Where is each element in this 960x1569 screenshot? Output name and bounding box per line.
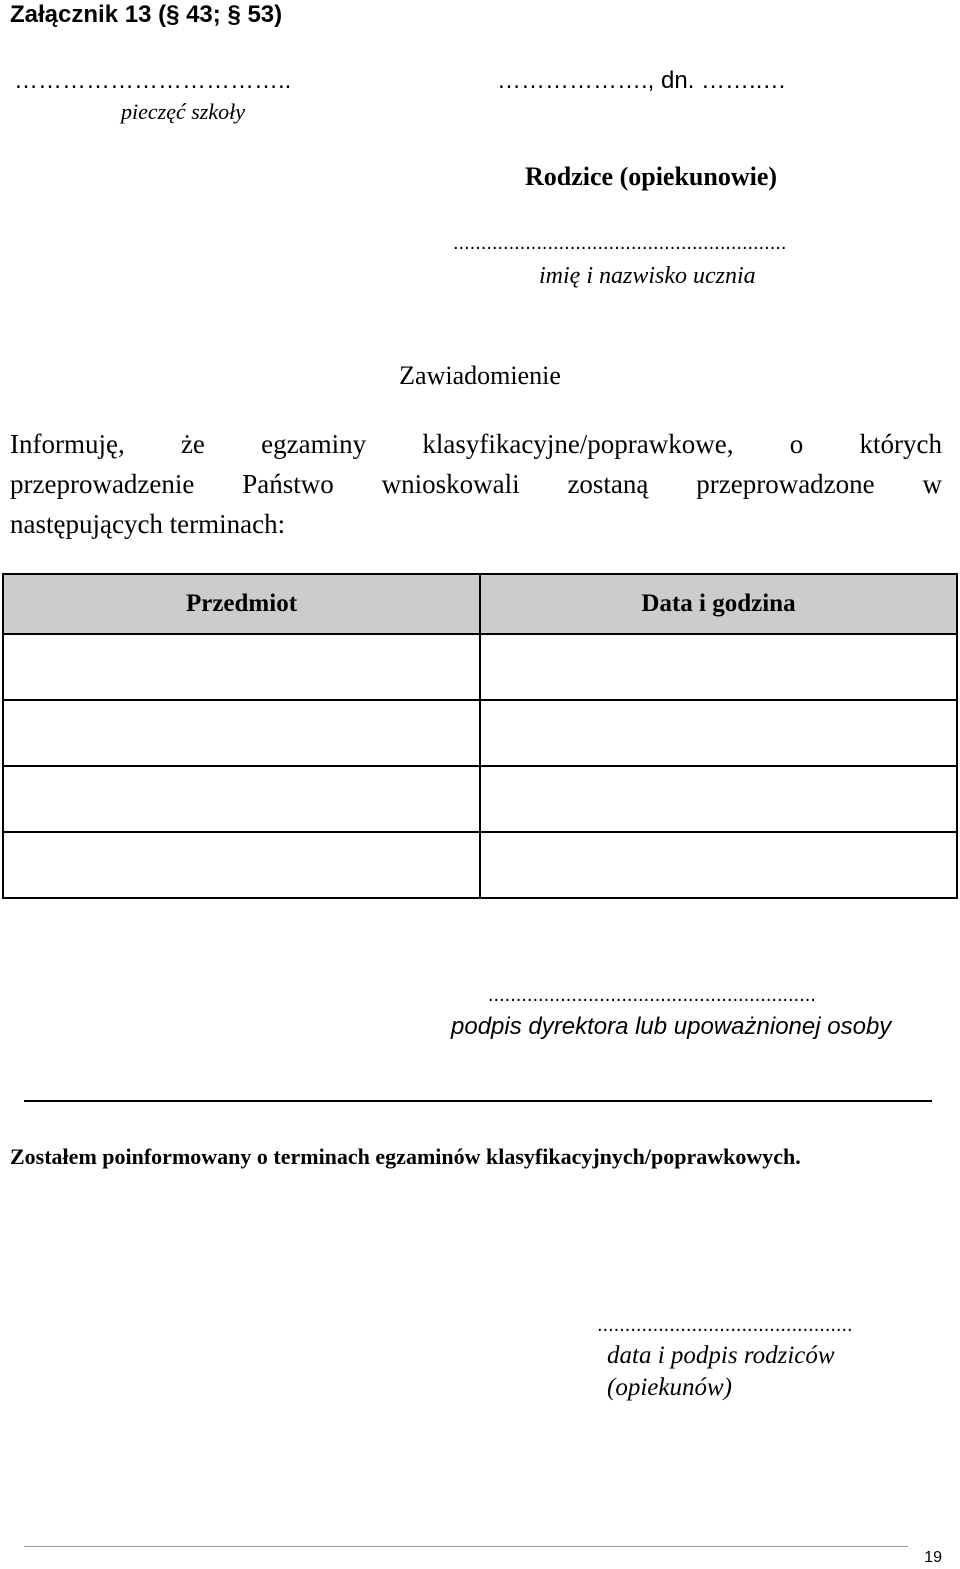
parents-signature-caption-1: data i podpis rodziców [607,1342,835,1369]
column-header-date-time: Data i godzina [480,574,957,634]
date-time-cell[interactable] [480,766,957,832]
school-stamp-dots: …………………………….. [14,67,292,94]
subject-cell[interactable] [3,700,480,766]
appendix-title: Załącznik 13 (§ 43; § 53) [10,1,283,28]
footer-line [24,1546,908,1547]
date-time-cell[interactable] [480,634,957,700]
subject-cell[interactable] [3,634,480,700]
table-row [3,766,957,832]
table-row [3,700,957,766]
date-time-cell[interactable] [480,832,957,898]
notice-word: których [859,429,942,459]
parents-title: Rodzice (opiekunowie) [525,162,778,191]
parents-signature-caption-2: (opiekunów) [607,1374,732,1401]
notice-word: zostaną [567,469,649,499]
student-name-caption: imię i nazwisko ucznia [539,263,756,289]
page-number: 19 [924,1549,942,1566]
table-header-row [3,574,957,634]
director-signature-dots: ........................................................... [488,984,816,1006]
subject-cell[interactable] [3,766,480,832]
notice-word: Państwo [242,469,334,499]
school-stamp-caption: pieczęć szkoły [121,99,245,124]
student-name-dots: ............................................................ [453,232,787,254]
notice-word: Informuję, [10,429,125,459]
notice-word: egzaminy [261,429,367,459]
notice-word: przeprowadzenie [10,469,195,499]
notice-line-3: następujących terminach: [10,509,286,539]
director-signature-caption: podpis dyrektora lub upoważnionej osoby [451,1013,892,1040]
notice-line-2 [10,464,942,504]
notice-word: przeprowadzone [696,469,875,499]
table-row [3,634,957,700]
notice-heading: Zawiadomienie [399,361,561,390]
subject-cell[interactable] [3,832,480,898]
notice-line-1 [10,424,942,464]
table-row [3,832,957,898]
confirmation-text: Zostałem poinformowany o terminach egzaminów klasyfikacyjnych/poprawkowych. [10,1144,801,1169]
notice-body [10,424,942,544]
notice-word: wnioskowali [381,469,520,499]
column-header-subject: Przedmiot [3,574,480,634]
notice-word: w [922,469,942,499]
place-date-line: ………………., dn. ……..… [497,67,787,94]
separator-line [24,1100,932,1102]
notice-word: klasyfikacyjne/poprawkowe, [422,429,734,459]
notice-word: że [180,429,205,459]
parents-signature-dots: .............................................. [597,1314,853,1336]
exam-schedule-table [2,573,958,899]
notice-word: o [789,429,804,459]
date-time-cell[interactable] [480,700,957,766]
